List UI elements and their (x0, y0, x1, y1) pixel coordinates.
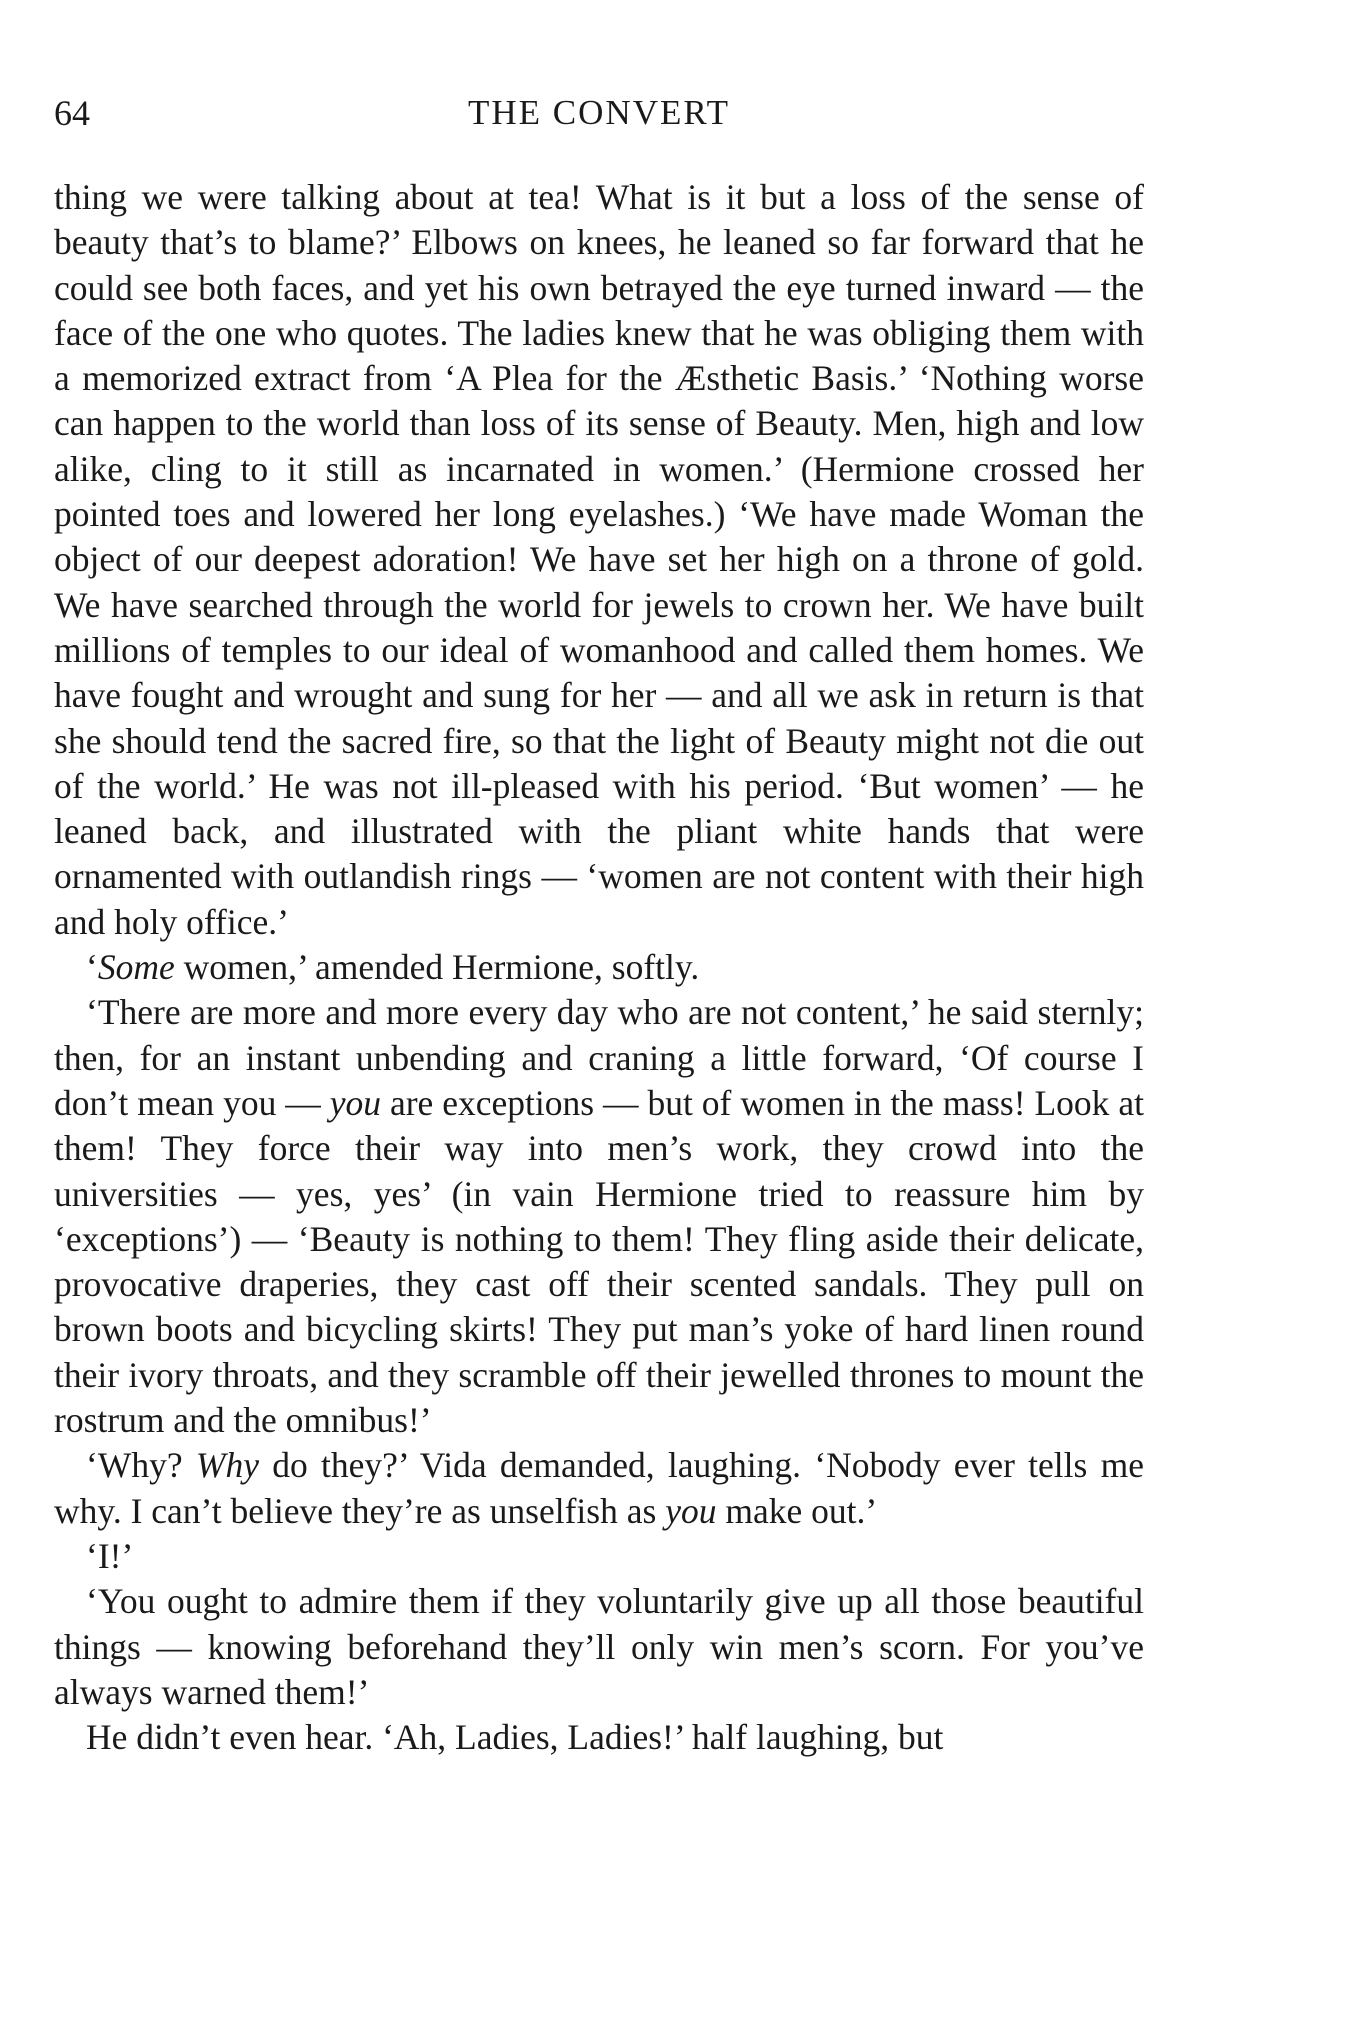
paragraph-7 (54, 1715, 1144, 1760)
paragraph-text: He didn’t even hear. ‘Ah, Ladies, Ladies!’ half laughing, but (86, 1717, 944, 1758)
paragraph-text: women,’ amended Hermione, softly. (174, 947, 700, 988)
body-text (54, 175, 1144, 1760)
paragraph-text: thing we were talking about at tea! What is it but a loss of the sense of beauty that’s to blame?’ Elbows on knees, he leaned so far forward that he could see both faces, and yet his own betrayed the eye turned inward — the face of the one who quotes. The ladies knew that he was obliging them with a memorized extract from ‘A Plea for the Æsthetic Basis.’ ‘Nothing worse can happen to the world than loss of its sense of Beauty. Men, high and low alike, cling to it still as incarnated in women.’ (Hermione crossed her pointed toes and lowered her long eyelashes.) ‘We have made Woman the object of our deepest adoration! We have set her high on a throne of gold. We have searched through the world for jewels to crown her. We have built millions of temples to our ideal of womanhood and called them homes. We have fought and wrought and sung for her — and all we ask in return is that she should tend the sacred fire, so that the light of Beauty might not die out of the world.’ He was not ill-pleased with his period. ‘But women’ — he leaned back, and illustrated with the pliant white hands that were ornamented with outlandish rings — ‘women are not content with their high and holy office.’ (54, 177, 1144, 942)
paragraph-text: ‘You ought to admire them if they voluntarily give up all those beautiful things — knowing beforehand they’ll only win men’s scorn. For you’ve always warned them!’ (54, 1581, 1144, 1712)
italic-emphasis: you (665, 1490, 717, 1531)
paragraph-text: make out.’ (716, 1490, 878, 1531)
paragraph-text: ‘I!’ (86, 1535, 134, 1576)
paragraph-text: do they?’ Vida demanded, laughing. ‘Nobody ever tells me why. I can’t believe they’re as unselfish as (54, 1445, 1144, 1531)
running-title: THE CONVERT (468, 93, 730, 132)
paragraph-6 (54, 1579, 1144, 1715)
paragraph-text: are exceptions — but of women in the mass! Look at them! They force their way into men’s work, they crowd into the universities — yes, yes’ (in vain Hermione tried to reassure him by ‘exceptions’) — ‘Beauty is nothing to them! They fling aside their delicate, provocative draperies, they cast off their scented sandals. They pull on brown boots and bicycling skirts! They put man’s yoke of hard linen round their ivory throats, and they scramble off their jewelled thrones to mount the rostrum and the omnibus!’ (54, 1082, 1144, 1441)
italic-emphasis: Some (97, 947, 175, 988)
paragraph-text: ‘ (86, 947, 98, 988)
paragraph-4 (54, 1443, 1144, 1534)
paragraph-1 (54, 175, 1144, 945)
paragraph-text: ‘Why? (86, 1445, 196, 1486)
paragraph-3 (54, 990, 1144, 1443)
paragraph-2 (54, 945, 1144, 990)
paragraph-5 (54, 1534, 1144, 1579)
paragraph-text: ‘There are more and more every day who are not content,’ he said sternly; then, for an instant unbending and craning a little forward, ‘Of course I don’t mean you — (54, 992, 1144, 1123)
page-number: 64 (54, 93, 90, 133)
page-header (54, 88, 1144, 138)
italic-emphasis: you (329, 1082, 382, 1123)
italic-emphasis: Why (195, 1445, 259, 1486)
